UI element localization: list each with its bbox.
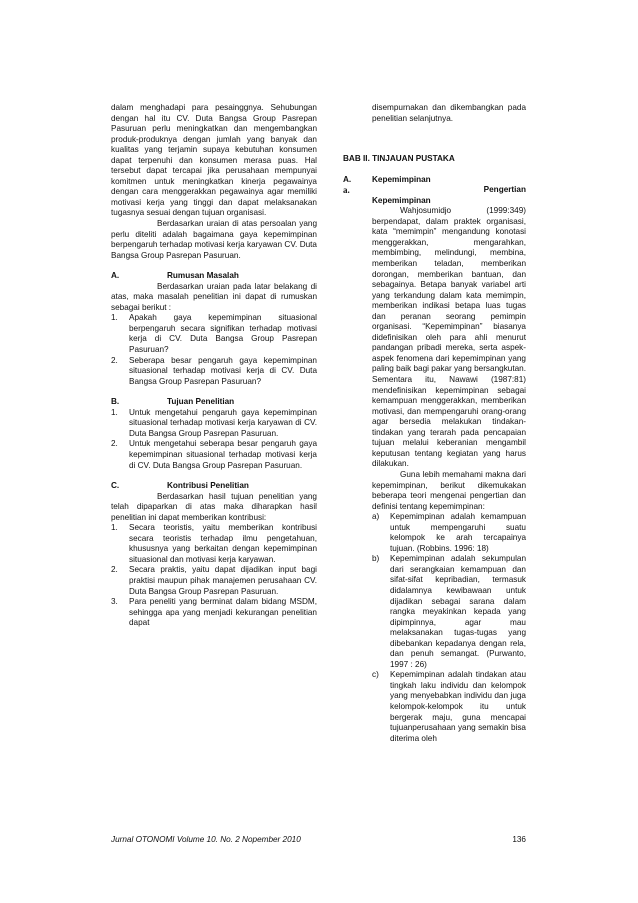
section-title: Rumusan Masalah [167, 271, 239, 281]
section-heading [111, 481, 317, 492]
list-item [111, 313, 317, 355]
list-text: Seberapa besar pengaruh gaya kepemimpinan situasional terhadap motivasi kerja di CV. Duta Bangsa Group Pasrepan Pasuruan? [129, 355, 317, 386]
list-marker: 2. [111, 355, 118, 365]
list-text: Kepemimpinan adalah kemampuan untuk mempengaruhi suatu kelompok ke arah tercapainya tujuan. (Robbins. 1996: 18) [390, 512, 526, 553]
list-text: Kepemimpinan adalah sekumpulan dari serangkaian kemampuan dan sifat-sifat kepribadian, termasuk didalamnya kewibawaan untuk dijadikan sebagai sarana dalam rangka meyakinkan kepada yang dipimpinnya, agar mau melaksanakan tugas-tugas yang dibebankan kepadanya dengan rela, dan penuh semangat. (Purwanto, 1997 : 26) [390, 554, 526, 669]
section-title: Kepemimpinan [372, 174, 431, 184]
list-item [111, 523, 317, 565]
section-heading [343, 175, 526, 186]
list-text: Untuk mengetahui pengaruh gaya kepemimpinan situasional terhadap motivasi kerja karyawan di CV. Duta Bangsa Group Pasrepan Pasuruan. [129, 407, 317, 438]
subsection-heading [343, 185, 526, 196]
list-marker: 3. [111, 597, 118, 607]
chapter-title: BAB II. TINJAUAN PUSTAKA [343, 154, 455, 164]
intro-paragraph: dalam menghadapi para pesainggnya. Sehubungan dengan hal itu CV. Duta Bangsa Group Pasrepan Pasuruan perlu meningkatkan dan mengembangkan produk-produknya dengan jumlah yang banyak dan kualitas yang terjamin supaya kebutuhan konsumen dapat terpenuhi dan konsumen merasa puas. Hal tersebut dapat tercapai jika perusahaan mempunyai komitmen untuk meningkatkan kinerja pegawainya dengan cara menggerakkan pegawainya agar memiliki motivasi kerja yang tinggi dan dapat melaksanakan tugasnya sesuai dengan tujuan organisasi. [111, 103, 317, 218]
list-text: Secara teoristis, yaitu memberikan kontribusi secara teoristis terhadap ilmu pengetahuan, khususnya yang berkaitan dengan kepemimpinan situasional dan motivasi kerja karyawan. [129, 523, 317, 564]
paragraph: Berdasarkan hasil tujuan penelitian yang telah dipaparkan di atas maka diharapkan hasil penelitian ini dapat memberikan kontribusi: [111, 491, 317, 522]
section-title: Tujuan Penelitian [167, 397, 235, 407]
list-item [372, 670, 526, 744]
right-column [343, 103, 526, 744]
list-text: Kepemimpinan adalah tindakan atau tingkah laku individu dan kelompok yang menyebabkan individu dan juga kelompok-kelompok itu untuk bergerak maju, guna mencapai tujuanperusahaan yang semakin bisa diterima oleh [390, 670, 526, 743]
list-marker: 1. [111, 313, 118, 323]
subsection-title: Kepemimpinan [372, 195, 431, 205]
list-item [111, 597, 317, 629]
list-marker: 2. [111, 439, 118, 449]
paragraph: Berdasarkan uraian di atas persoalan yang perlu diteliti adalah bagaimana gaya kepemimpinan berpengaruh terhadap motivasi kerja karyawan CV. Duta Bangsa Group Pasrepan Pasuruan. [111, 219, 317, 260]
paragraph: Guna lebih memahami makna dari kepemimpinan, berikut dikemukakan beberapa teori mengenai pengertian dan definisi tentang kepemimpinan: [372, 469, 526, 511]
list-marker: 2. [111, 565, 118, 575]
paragraph: Berdasarkan uraian pada latar belakang di atas, maka masalah penelitian ini dapat di rumuskan sebagai berikut : [111, 281, 317, 312]
definition-paragraph: Wahjosumidjo (1999:349) berpendapat, dalam praktek organisasi, kata “memimpin” mengandung konotasi menggerakkan, mengarahkan, membimbing, melindungi, membina, memberikan teladan, memberikan dorongan, memberikan bantuan, dan sebagainya. Betapa banyak variabel arti yang terkandung dalam kata memimpin, memberikan indikasi betapa luas tugas dan peranan seorang pemimpin organisasi. “Kepemimpinan” biasanya didefinisikan oleh para ahli menurut pandangan pribadi mereka, serta aspek-aspek fenomena dari kepemimpinan yang paling baik bagi pakar yang bersangkutan. Sementara itu, Nawawi (1987:81) mendefinisikan kepemimpinan sebagai kemampuan menggerakkan, memberikan motivasi, dan mempengaruhi orang-orang agar bersedia melakukan tindakan-tindakan yang terarah pada pencapaian tujuan melalui keberanian mengambil keputusan tentang kegiatan yang harus dilakukan. [372, 206, 526, 469]
list-marker: 1. [111, 523, 118, 533]
subsection-number: a. [343, 185, 350, 196]
journal-citation: Jurnal OTONOMI Volume 10. No. 2 Nopember 2010 [111, 835, 301, 844]
page-number: 136 [512, 835, 526, 844]
list-item [111, 356, 317, 388]
section-title: Kontribusi Penelitian [167, 481, 249, 491]
list-item [111, 439, 317, 471]
page-footer [111, 835, 526, 844]
section-number: A. [111, 271, 120, 281]
list-marker: 1. [111, 407, 118, 417]
section-heading [111, 271, 317, 282]
list-item [111, 565, 317, 597]
section-number: A. [343, 174, 352, 184]
subsection-label: Pengertian [483, 185, 526, 195]
list-text: Secara praktis, yaitu dapat dijadikan input bagi praktisi maupun pihak manajemen perusahaan CV. Duta Bangsa Group Pasrepan Pasuruan. [129, 565, 317, 596]
list-text: Apakah gaya kepemimpinan situasional berpengaruh secara signifikan terhadap motivasi kerja di CV. Duta Bangsa Group Pasrepan Pasuruan? [129, 313, 317, 355]
list-item [372, 554, 526, 670]
list-marker: b) [372, 554, 380, 564]
continuation-paragraph: disempurnakan dan dikembangkan pada penelitian selanjutnya. [372, 103, 526, 123]
list-text: Para peneliti yang berminat dalam bidang MSDM, sehingga apa yang menjadi kekurangan penelitian dapat [129, 597, 317, 628]
list-marker: c) [372, 670, 379, 680]
section-heading [111, 397, 317, 408]
list-item [372, 512, 526, 554]
section-number: B. [111, 397, 120, 407]
list-item [111, 408, 317, 440]
section-number: C. [111, 481, 120, 491]
list-marker: a) [372, 512, 380, 522]
left-column [111, 103, 317, 629]
list-text: Untuk mengetahui seberapa besar pengaruh gaya kepemimpinan situasional terhadap motivasi kerja di CV. Duta Bangsa Group Pasrepan Pasuruan. [129, 439, 317, 470]
